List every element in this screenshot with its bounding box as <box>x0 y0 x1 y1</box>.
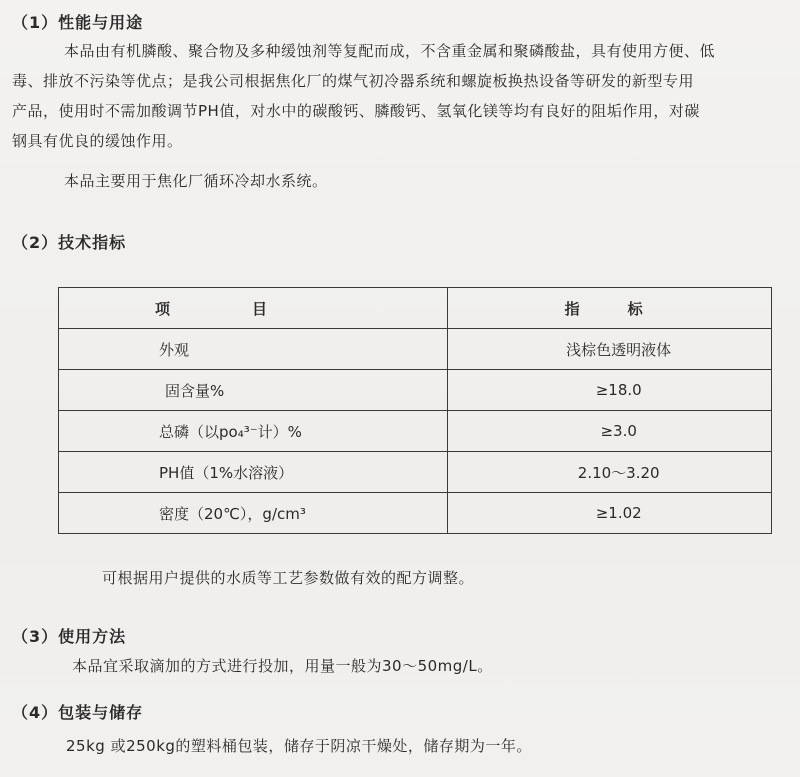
section1-line-3: 产品，使用时不需加酸调节PH值，对水中的碳酸钙、膦酸钙、氢氧化镁等均有良好的阻垢作用，对碳 <box>12 102 700 120</box>
section4-text: 25kg 或250kg的塑料桶包装，储存于阴凉干燥处，储存期为一年。 <box>66 737 532 755</box>
row-spec: ≥1.02 <box>448 493 772 534</box>
table-note: 可根据用户提供的水质等工艺参数做有效的配方调整。 <box>102 569 475 587</box>
table-row <box>59 329 772 370</box>
table-row <box>59 493 772 534</box>
table-header-row <box>59 288 772 329</box>
section1-line-4: 钢具有优良的缓蚀作用。 <box>12 132 183 150</box>
section2-heading: （2）技术指标 <box>12 233 127 252</box>
spec-table-container <box>58 287 772 534</box>
section1-paragraph <box>12 36 715 156</box>
header-item: 项目 <box>59 288 448 329</box>
row-item: 固含量% <box>59 370 448 411</box>
row-spec: 2.10～3.20 <box>448 452 772 493</box>
section4-heading: （4）包装与储存 <box>12 703 144 722</box>
section1-heading: （1）性能与用途 <box>12 13 144 32</box>
row-spec: ≥18.0 <box>448 370 772 411</box>
spec-table <box>58 287 772 534</box>
section3-heading: （3）使用方法 <box>12 627 127 646</box>
section1-usage-line: 本品主要用于焦化厂循环冷却水系统。 <box>64 172 328 190</box>
table-row <box>59 452 772 493</box>
row-item: 密度（20℃），g/cm³ <box>59 493 448 534</box>
row-item: PH值（1%水溶液） <box>59 452 448 493</box>
section3-text: 本品宜采取滴加的方式进行投加，用量一般为30～50mg/L。 <box>72 657 493 675</box>
table-row <box>59 370 772 411</box>
row-spec: ≥3.0 <box>448 411 772 452</box>
section1-line-1: 本品由有机膦酸、聚合物及多种缓蚀剂等复配而成，不含重金属和聚磷酸盐，具有使用方便、低 <box>64 42 716 60</box>
table-row <box>59 411 772 452</box>
row-item: 总磷（以po₄³⁻计）% <box>59 411 448 452</box>
header-spec: 指标 <box>448 288 772 329</box>
section1-line-2: 毒、排放不污染等优点；是我公司根据焦化厂的煤气初冷器系统和螺旋板换热设备等研发的新型专用 <box>12 72 695 90</box>
row-spec: 浅棕色透明液体 <box>448 329 772 370</box>
row-item: 外观 <box>59 329 448 370</box>
